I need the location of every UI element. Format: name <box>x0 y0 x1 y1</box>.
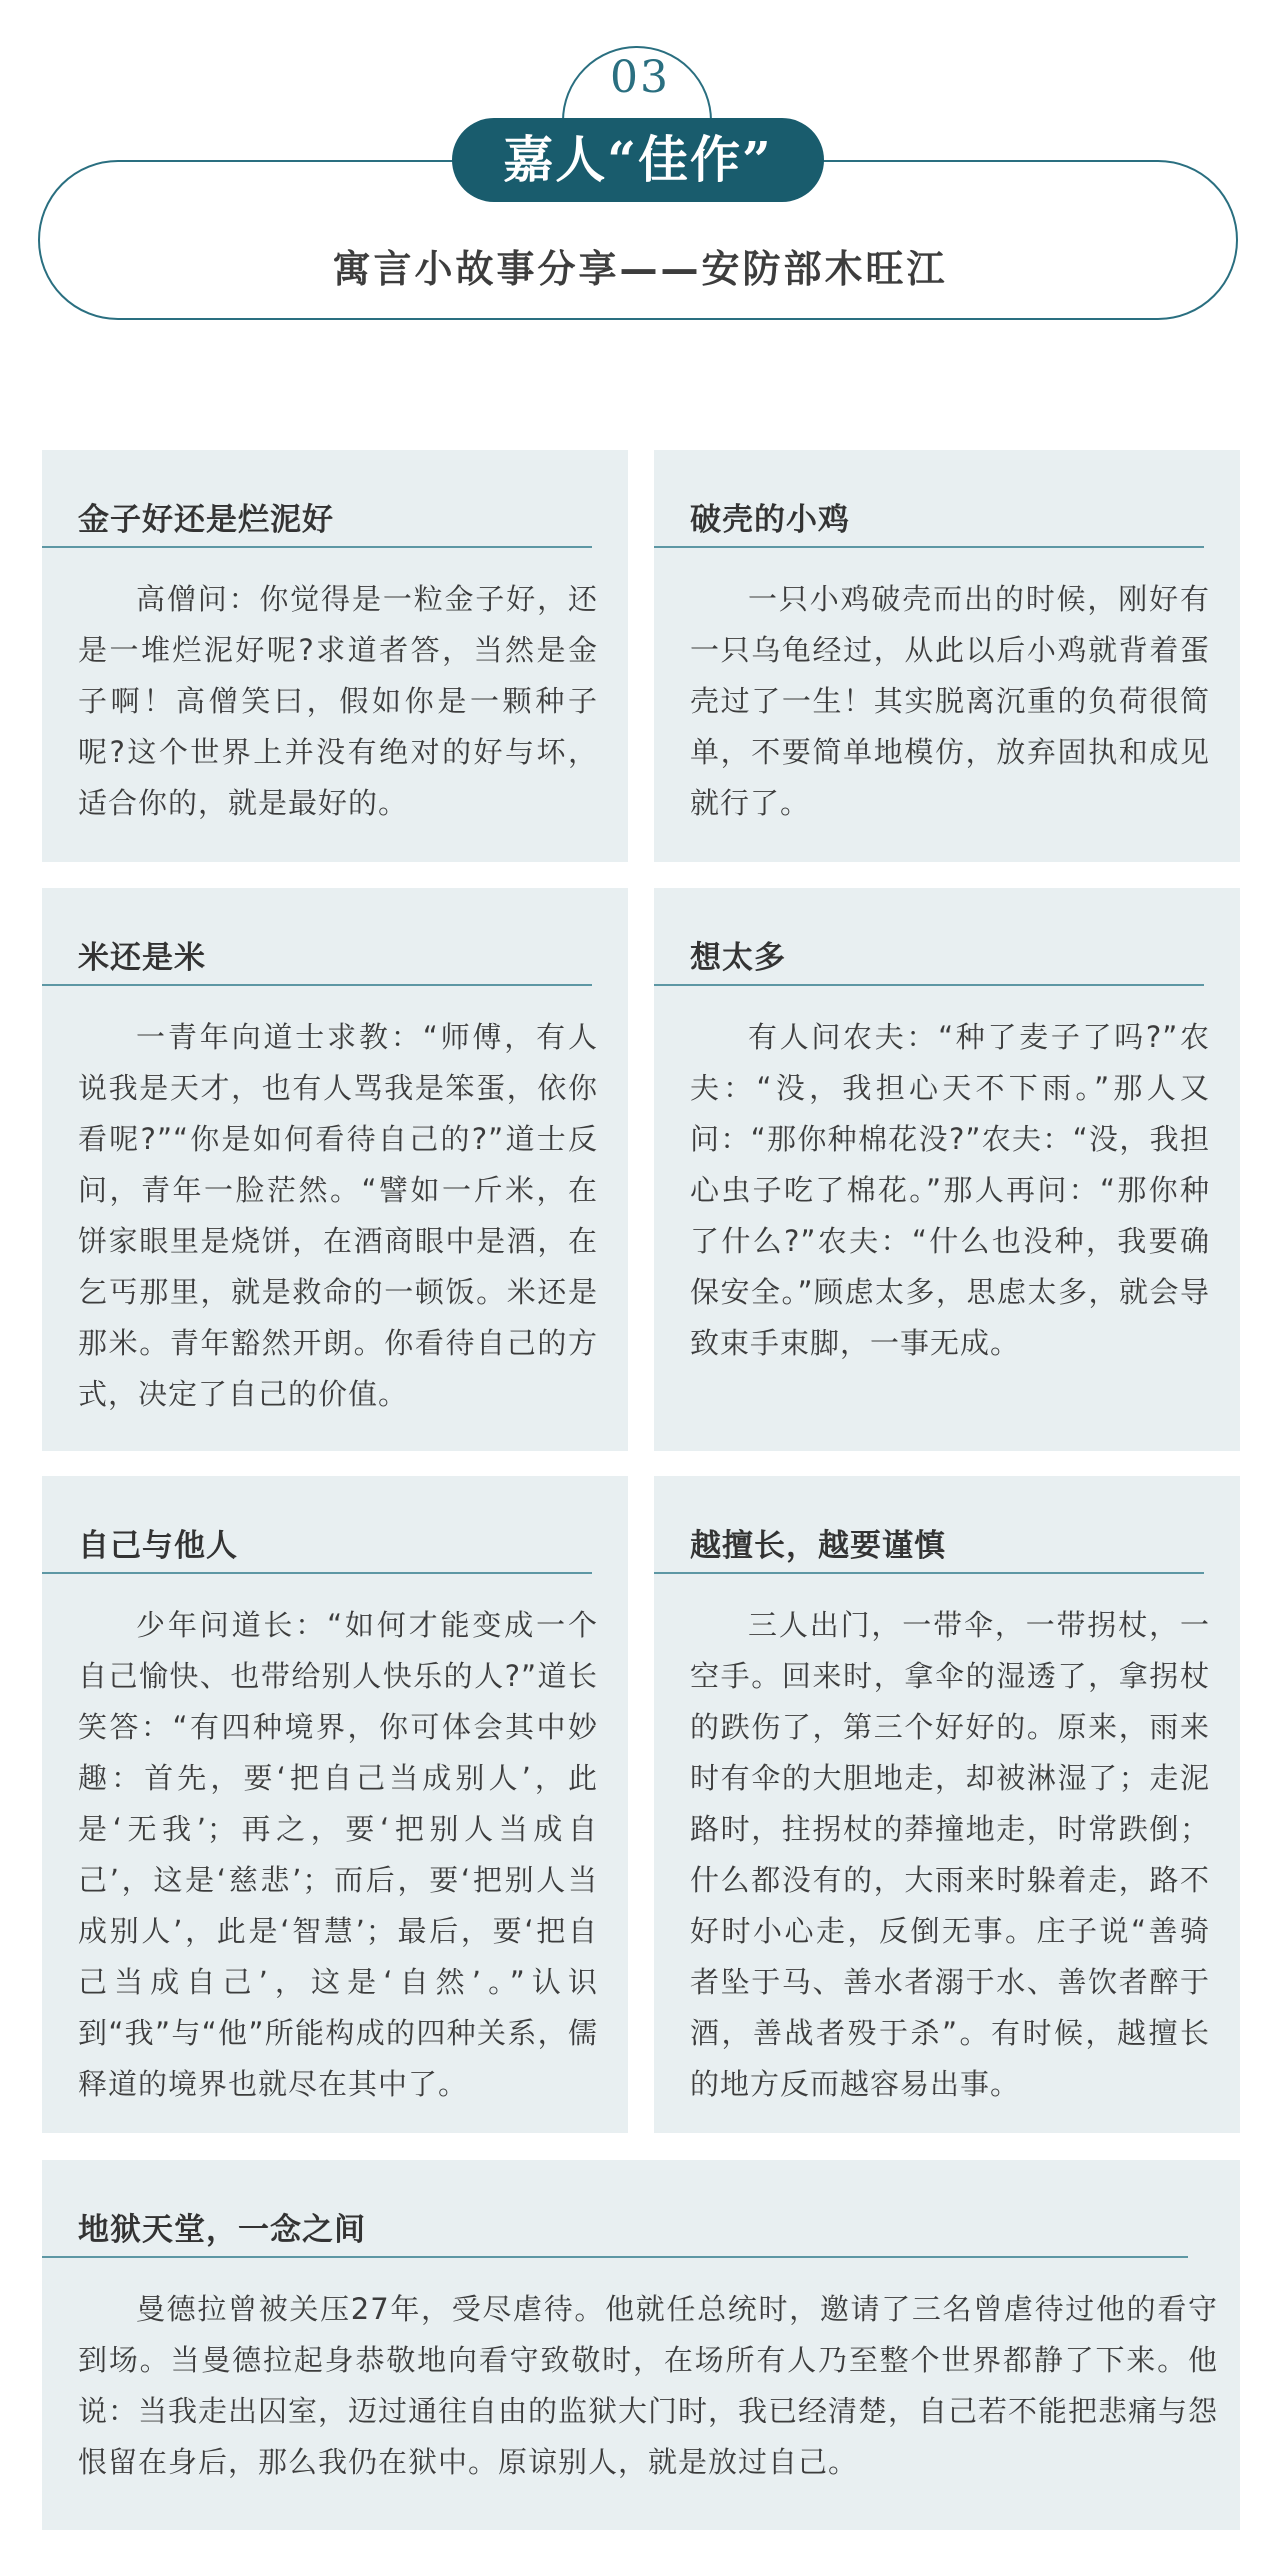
story-body: 少年问道长：“如何才能变成一个自己愉快、也带给别人快乐的人?”道长笑答：“有四种境界，你可体会其中妙趣：首先，要‘把自己当成别人’，此是‘无我’；再之，要‘把别人当成自己’，这是‘慈悲’；而后，要‘把别人当成别人’，此是‘智慧’；最后，要‘把自己当成自己’，这是‘自然’。”认识到“我”与“他”所能构成的四种关系，儒释道的境界也就尽在其中了。 <box>78 1608 598 2101</box>
story-body: 一青年向道士求教：“师傅，有人说我是天才，也有人骂我是笨蛋，依你看呢?”“你是如何看待自己的?”道士反问，青年一脸茫然。“譬如一斤米，在饼家眼里是烧饼，在酒商眼中是酒，在乞丐那里，就是救命的一顿饭。米还是那米。青年豁然开朗。你看待自己的方式，决定了自己的价值。 <box>78 1020 598 1411</box>
story-title: 想太多 <box>690 940 786 976</box>
story-title: 米还是米 <box>78 940 206 976</box>
story-body: 高僧问：你觉得是一粒金子好，还是一堆烂泥好呢?求道者答，当然是金子啊！高僧笑曰，假如你是一颗种子呢?这个世界上并没有绝对的好与坏，适合你的，就是最好的。 <box>78 582 598 820</box>
title-divider <box>654 1572 1204 1574</box>
story-body: 曼德拉曾被关压27年，受尽虐待。他就任总统时，邀请了三名曾虐待过他的看守到场。当曼德拉起身恭敬地向看守致敬时，在场所有人乃至整个世界都静了下来。他说：当我走出囚室，迈过通往自由的监狱大门时，我已经清楚，自己若不能把悲痛与怨恨留在身后，那么我仍在狱中。原谅别人，就是放过自己。 <box>78 2292 1219 2479</box>
title-divider <box>42 984 592 986</box>
story-title: 越擅长，越要谨慎 <box>690 1528 946 1564</box>
story-card <box>654 450 1240 862</box>
story-title: 自己与他人 <box>78 1528 238 1564</box>
story-body: 三人出门，一带伞，一带拐杖，一空手。回来时，拿伞的湿透了，拿拐杖的跌伤了，第三个好好的。原来，雨来时有伞的大胆地走，却被淋湿了；走泥路时，拄拐杖的莽撞地走，时常跌倒；什么都没有的，大雨来时躲着走，路不好时小心走，反倒无事。庄子说“善骑者坠于马、善水者溺于水、善饮者醉于酒，善战者殁于杀”。有时候，越擅长的地方反而越容易出事。 <box>690 1608 1210 2101</box>
section-header <box>0 0 1280 330</box>
title-divider <box>42 2256 1188 2258</box>
title-divider <box>654 984 1204 986</box>
story-body: 一只小鸡破壳而出的时候，刚好有一只乌龟经过，从此以后小鸡就背着蛋壳过了一生！其实脱离沉重的负荷很简单，不要简单地模仿，放弃固执和成见就行了。 <box>690 582 1210 820</box>
title-divider <box>42 1572 592 1574</box>
story-card <box>42 450 628 862</box>
story-card <box>654 888 1240 1451</box>
story-body: 有人问农夫：“种了麦子了吗?”农夫：“没，我担心天不下雨。”那人又问：“那你种棉花没?”农夫：“没，我担心虫子吃了棉花。”那人再问：“那你种了什么?”农夫：“什么也没种，我要确保安全。”顾虑太多，思虑太多，就会导致束手束脚，一事无成。 <box>690 1020 1210 1360</box>
title-divider <box>654 546 1204 548</box>
section-title: 嘉人“佳作” <box>452 118 824 202</box>
story-title: 地狱天堂，一念之间 <box>78 2212 366 2248</box>
section-subtitle: 寓言小故事分享——安防部木旺江 <box>332 247 948 291</box>
section-number: 03 <box>610 52 670 103</box>
story-title: 金子好还是烂泥好 <box>78 502 334 538</box>
story-card <box>654 1476 1240 2133</box>
story-card-wide <box>42 2160 1240 2530</box>
story-card <box>42 888 628 1451</box>
story-card <box>42 1476 628 2133</box>
story-title: 破壳的小鸡 <box>690 502 850 538</box>
title-divider <box>42 546 592 548</box>
